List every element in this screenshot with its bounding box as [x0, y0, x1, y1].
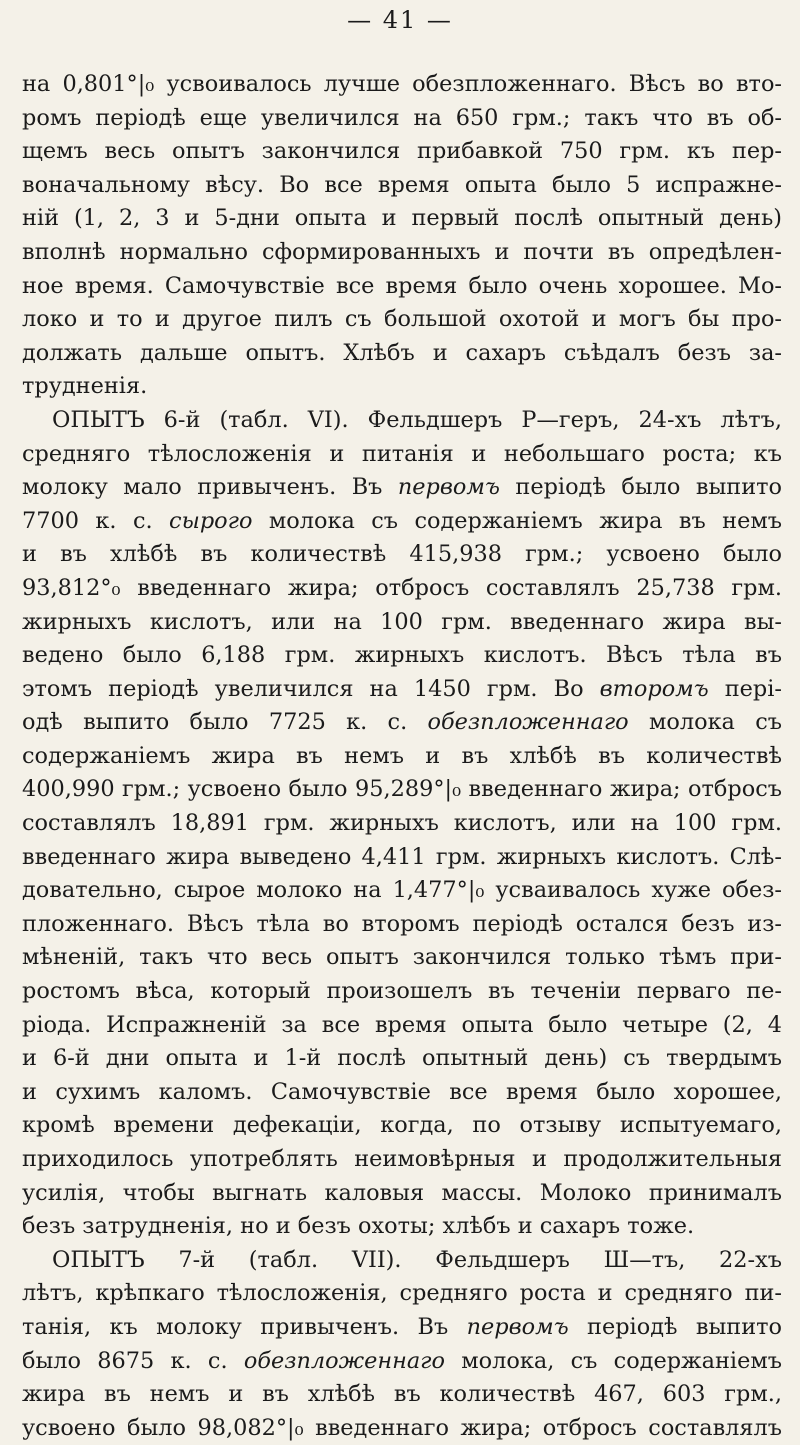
emphasis-text: второмъ: [599, 675, 709, 702]
text-segment: ростомъ вѣса, который произошелъ въ теченіи перваго пе-: [22, 978, 782, 1005]
text-line: [22, 303, 782, 337]
text-segment: ведено было 6,188 грм. жирныхъ кислотъ. Вѣсъ тѣла въ: [22, 642, 782, 669]
text-line: [22, 908, 782, 942]
emphasis-text: первомъ: [466, 1313, 569, 1340]
text-segment: одѣ выпито было 7725 к. с.: [22, 709, 428, 736]
text-segment: вполнѣ нормально сформированныхъ и почти въ опредѣлен-: [22, 238, 782, 265]
text-line: [22, 538, 782, 572]
text-line: [22, 572, 782, 606]
text-line: [22, 1378, 782, 1412]
text-line: [22, 1177, 782, 1211]
text-segment: ное время. Самочувствіе все время было очень хорошее. Мо-: [22, 272, 782, 299]
text-line: [22, 1412, 782, 1445]
text-line: [22, 202, 782, 236]
text-segment: періодѣ выпито: [568, 1313, 782, 1340]
text-line: [22, 169, 782, 203]
text-segment: 400,990 грм.; усвоено было 95,289°|₀ введеннаго жира; отбросъ: [22, 776, 782, 803]
text-segment: 7700 к. с.: [22, 507, 170, 534]
text-segment: 93,812°₀ введеннаго жира; отбросъ составлялъ 25,738 грм.: [22, 574, 782, 601]
text-segment: молока съ: [628, 709, 782, 736]
text-segment: составлялъ 18,891 грм. жирныхъ кислотъ, или на 100 грм.: [22, 810, 782, 837]
text-segment: щемъ весь опытъ закончился прибавкой 750 грм. къ пер-: [22, 138, 782, 165]
text-segment: довательно, сырое молоко на 1,477°|₀ усваивалось хуже обез-: [22, 877, 782, 904]
text-segment: молока, съ содержаніемъ: [444, 1347, 782, 1374]
text-segment: и въ хлѣбѣ въ количествѣ 415,938 грм.; усвоено было: [22, 541, 782, 568]
text-segment: безъ затрудненія, но и безъ охоты; хлѣбъ и сахаръ тоже.: [22, 1213, 695, 1240]
text-segment: трудненія.: [22, 373, 148, 400]
text-line: [22, 673, 782, 707]
text-line: [22, 606, 782, 640]
text-segment: кромѣ времени дефекаціи, когда, по отзыву испытуемаго,: [22, 1112, 782, 1139]
text-segment: танія, къ молоку привыченъ. Въ: [22, 1313, 467, 1340]
text-line: [22, 404, 782, 438]
text-line: [22, 1109, 782, 1143]
emphasis-text: первомъ: [397, 474, 500, 501]
text-line: [22, 270, 782, 304]
text-segment: молока съ содержаніемъ жира въ немъ: [252, 507, 782, 534]
text-segment: воначальному вѣсу. Во все время опыта было 5 испражне-: [22, 171, 782, 198]
text-segment: пері-: [708, 675, 782, 702]
text-line: [22, 874, 782, 908]
emphasis-text: обезпложеннаго: [243, 1347, 445, 1374]
text-line: [22, 1009, 782, 1043]
text-segment: періодѣ было выпито: [499, 474, 782, 501]
text-line: [22, 706, 782, 740]
text-line: [22, 1042, 782, 1076]
text-line: [22, 1210, 782, 1244]
page-number: — 41 —: [347, 6, 453, 34]
text-line: [22, 337, 782, 371]
text-segment: средняго тѣлосложенія и питанія и небольшаго роста; къ: [22, 440, 782, 467]
text-line: [22, 1277, 782, 1311]
emphasis-text: сырого: [169, 507, 253, 534]
text-line: [22, 1311, 782, 1345]
text-segment: лѣтъ, крѣпкаго тѣлосложенія, средняго роста и средняго пи-: [22, 1280, 782, 1307]
text-segment: жира въ немъ и въ хлѣбѣ въ количествѣ 467, 603 грм.,: [22, 1381, 782, 1408]
text-segment: должать дальше опытъ. Хлѣбъ и сахаръ съѣдалъ безъ за-: [22, 339, 782, 366]
text-segment: локо и то и другое пилъ съ большой охотой и могъ бы про-: [22, 306, 782, 333]
text-line: [22, 471, 782, 505]
text-line: [22, 1345, 782, 1379]
text-segment: было 8675 к. с.: [22, 1347, 244, 1374]
text-line: [22, 1143, 782, 1177]
text-line: [22, 639, 782, 673]
text-line: [22, 1076, 782, 1110]
text-segment: на 0,801°|₀ усвоивалось лучше обезпложеннаго. Вѣсъ во вто-: [22, 71, 782, 97]
text-segment: молоку мало привыченъ. Въ: [22, 474, 398, 501]
text-line: [22, 841, 782, 875]
text-segment: ромъ періодѣ еще увеличился на 650 грм.; такъ что въ об-: [22, 104, 782, 131]
text-segment: содержаніемъ жира въ немъ и въ хлѣбѣ въ количествѣ: [22, 742, 782, 769]
text-segment: введеннаго жира выведено 4,411 грм. жирныхъ кислотъ. Слѣ-: [22, 843, 782, 870]
text-line: [22, 68, 782, 102]
text-line: [22, 941, 782, 975]
text-line: [22, 135, 782, 169]
text-line: [22, 975, 782, 1009]
text-segment: этомъ періодѣ увеличился на 1450 грм. Во: [22, 675, 600, 702]
text-line: [22, 1244, 782, 1278]
text-segment: жирныхъ кислотъ, или на 100 грм. введеннаго жира вы-: [22, 608, 782, 635]
text-segment: ній (1, 2, 3 и 5-дни опыта и первый послѣ опытный день): [22, 205, 782, 232]
body-text: [22, 68, 782, 1445]
text-line: [22, 740, 782, 774]
text-segment: ОПЫТЪ 7-й (табл. VII). Фельдшеръ Ш—тъ, 22-хъ: [52, 1246, 782, 1273]
text-line: [22, 370, 782, 404]
text-segment: приходилось употреблять неимовѣрныя и продолжительныя: [22, 1146, 782, 1172]
text-segment: и 6-й дни опыта и 1-й послѣ опытный день) съ твердымъ: [22, 1045, 782, 1072]
text-segment: усвоено было 98,082°|₀ введеннаго жира; отбросъ составлялъ: [22, 1414, 782, 1441]
text-line: [22, 773, 782, 807]
text-line: [22, 236, 782, 270]
text-line: [22, 438, 782, 472]
text-segment: пложеннаго. Вѣсъ тѣла во второмъ періодѣ остался безъ из-: [22, 910, 782, 937]
text-segment: усилія, чтобы выгнать каловыя массы. Молоко принималъ: [22, 1179, 782, 1206]
text-segment: мѣненій, такъ что весь опытъ закончился только тѣмъ при-: [22, 944, 782, 971]
text-line: [22, 505, 782, 539]
text-segment: ріода. Испражненій за все время опыта было четыре (2, 4: [22, 1011, 782, 1038]
emphasis-text: обезпложеннаго: [427, 709, 629, 736]
text-segment: ОПЫТЪ 6-й (табл. VI). Фельдшеръ Р—геръ, 24-хъ лѣтъ,: [52, 406, 782, 433]
text-line: [22, 807, 782, 841]
text-segment: и сухимъ каломъ. Самочувствіе все время было хорошее,: [22, 1078, 782, 1105]
text-line: [22, 102, 782, 136]
